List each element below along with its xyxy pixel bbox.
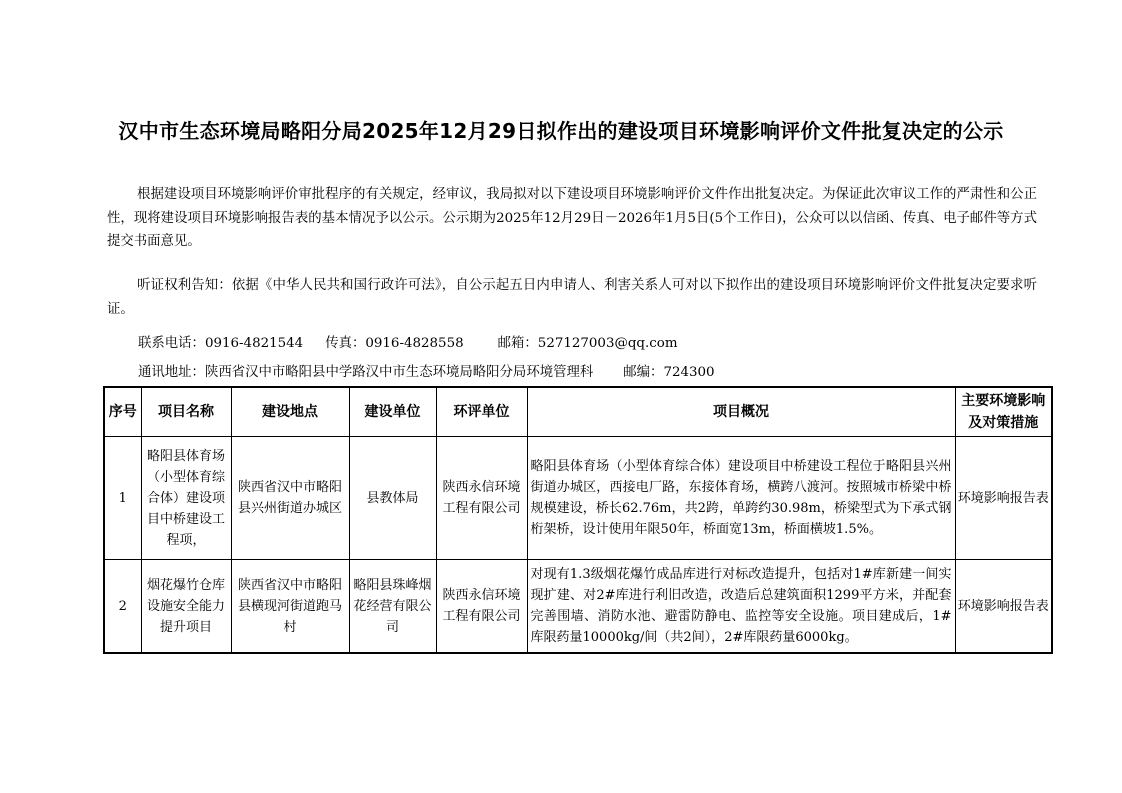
header-name: 项目名称 — [141, 387, 231, 437]
cell-builder: 县教体局 — [349, 437, 436, 560]
fax-value: 0916-4828558 — [365, 336, 464, 351]
cell-overview: 略阳县体育场（小型体育综合体）建设项目中桥建设工程位于略阳县兴州街道办城区，西接电厂路，东接体育场，横跨八渡河。按照城市桥梁中桥规模建设，桥长62.76m，共2跨，单跨约30.98m，桥梁型式为下承式钢桁架桥，设计使用年限50年，桥面宽13m，桥面横坡1.5%。 — [527, 437, 955, 560]
address-label: 通讯地址： — [138, 365, 205, 380]
cell-name: 略阳县体育场（小型体育综合体）建设项目中桥建设工程项， — [141, 437, 231, 560]
table-row — [104, 437, 1052, 560]
header-builder: 建设单位 — [349, 387, 436, 437]
contact-line — [138, 334, 678, 354]
header-seq: 序号 — [104, 387, 141, 437]
cell-builder: 略阳县珠峰烟花经营有限公司 — [349, 560, 436, 654]
intro-text: 根据建设项目环境影响评价审批程序的有关规定，经审议，我局拟对以下建设项目环境影响评价文件作出批复决定。为保证此次审议工作的严肃性和公正性，现将建设项目环境影响报告表的基本情况予以公示。公示期为2025年12月29日－2026年1月5日(5个工作日)，公众可以以信函、传真、电子邮件等方式提交书面意见。 — [107, 187, 1037, 249]
header-location: 建设地点 — [231, 387, 349, 437]
cell-overview: 对现有1.3级烟花爆竹成品库进行对标改造提升，包括对1#库新建一间实现扩建、对2#库进行利旧改造，改造后总建筑面积1299平方米，并配套完善围墙、消防水池、避雷防静电、监控等安全设施。项目建成后，1#库限药量10000kg/间（共2间），2#库限药量6000kg。 — [527, 560, 955, 654]
hearing-notice-paragraph — [107, 274, 1037, 321]
table-row — [104, 560, 1052, 654]
cell-measures: 环境影响报告表 — [955, 437, 1052, 560]
email-label: 邮箱： — [497, 336, 538, 351]
address-line — [138, 363, 715, 383]
cell-location: 陕西省汉中市略阳县兴州街道办城区 — [231, 437, 349, 560]
page-title: 汉中市生态环境局略阳分局2025年12月29日拟作出的建设项目环境影响评价文件批复决定的公示 — [118, 119, 1004, 143]
cell-eia-unit: 陕西永信环境工程有限公司 — [436, 560, 527, 654]
header-measures: 主要环境影响及对策措施 — [955, 387, 1052, 437]
projects-table — [103, 386, 1053, 654]
table-header-row — [104, 387, 1052, 437]
email-value: 527127003@qq.com — [537, 336, 678, 351]
address-value: 陕西省汉中市略阳县中学路汉中市生态环境局略阳分局环境管理科 — [204, 365, 594, 380]
header-eia-unit: 环评单位 — [436, 387, 527, 437]
cell-seq: 1 — [104, 437, 141, 560]
phone-value: 0916-4821544 — [204, 336, 304, 351]
cell-seq: 2 — [104, 560, 141, 654]
phone-label: 联系电话： — [138, 336, 205, 351]
hearing-notice-text: 听证权利告知：依据《中华人民共和国行政许可法》，自公示起五日内申请人、利害关系人可对以下拟作出的建设项目环境影响评价文件批复决定要求听证。 — [107, 278, 1037, 317]
cell-location: 陕西省汉中市略阳县横现河街道跑马村 — [231, 560, 349, 654]
postcode-label: 邮编： — [623, 365, 664, 380]
fax-label: 传真： — [325, 336, 366, 351]
postcode-value: 724300 — [663, 365, 715, 380]
cell-measures: 环境影响报告表 — [955, 560, 1052, 654]
header-overview: 项目概况 — [527, 387, 955, 437]
cell-eia-unit: 陕西永信环境工程有限公司 — [436, 437, 527, 560]
cell-name: 烟花爆竹仓库设施安全能力提升项目 — [141, 560, 231, 654]
intro-paragraph — [107, 183, 1037, 254]
